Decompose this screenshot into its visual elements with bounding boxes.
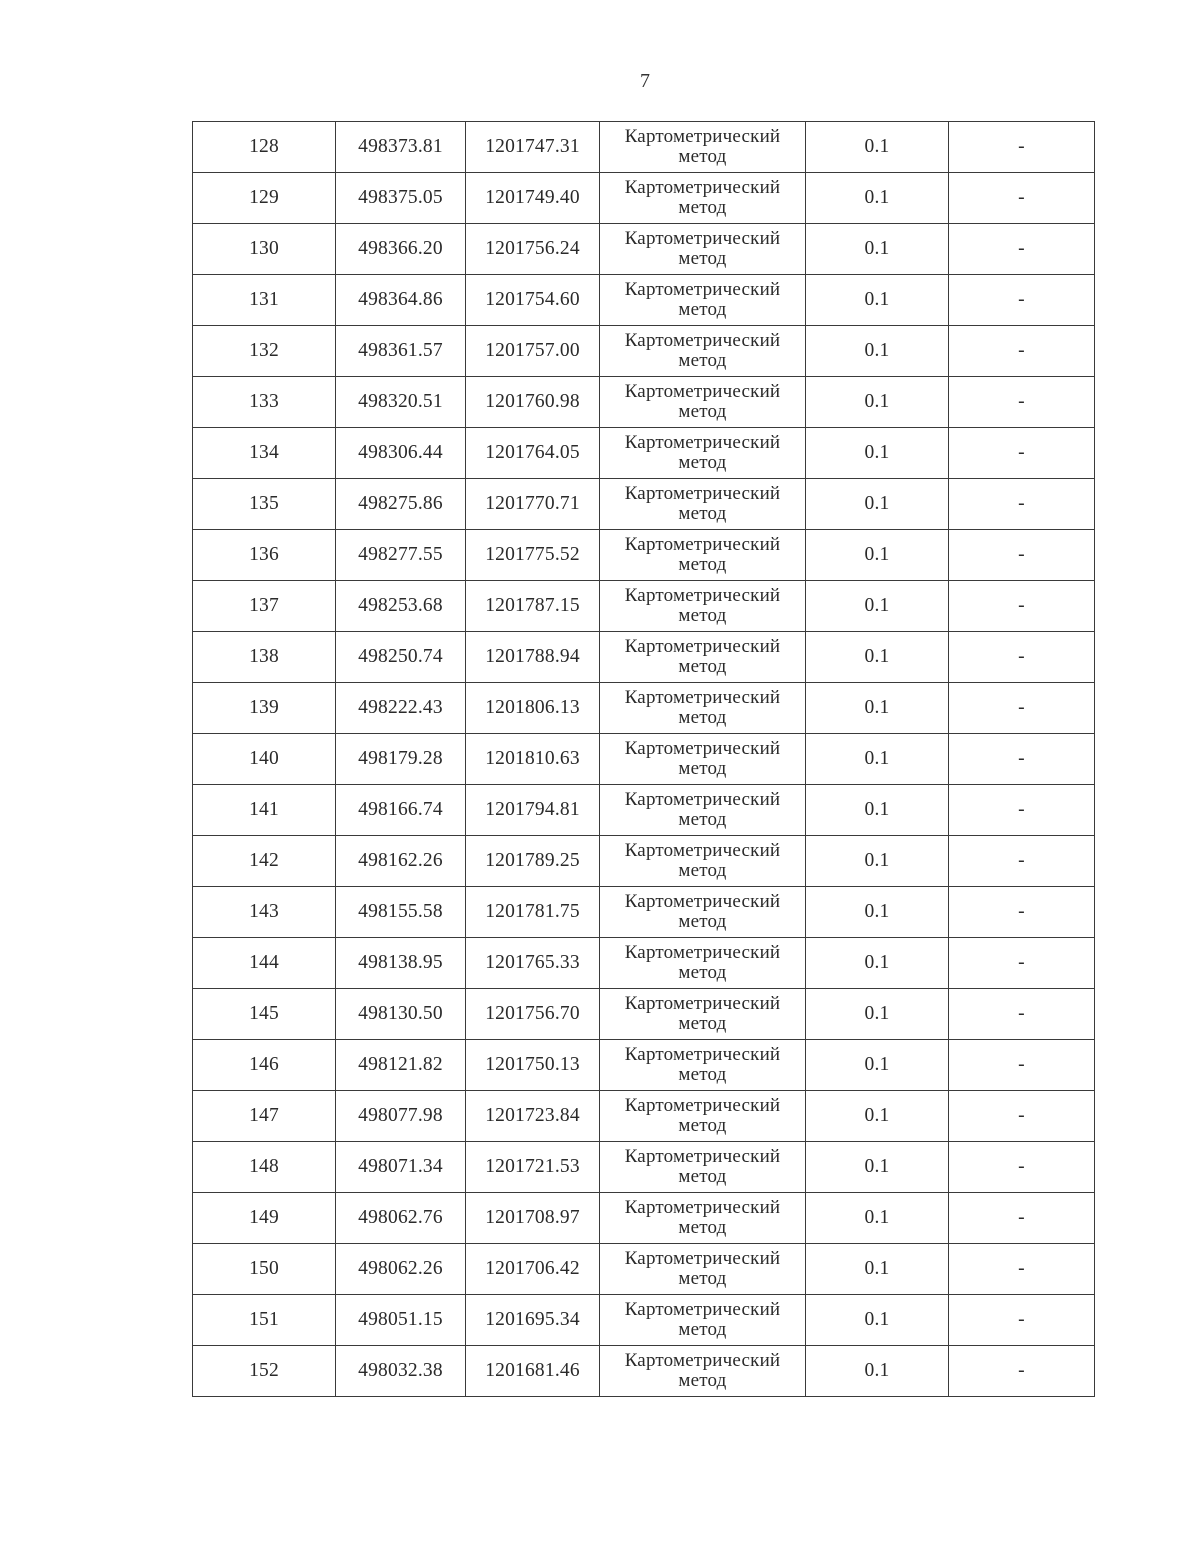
accuracy-cell: 0.1: [806, 632, 949, 683]
method-cell: [600, 938, 806, 989]
method-cell: [600, 428, 806, 479]
point-number-cell: 149: [193, 1193, 336, 1244]
method-cell: [600, 632, 806, 683]
page-number: 7: [640, 70, 650, 92]
accuracy-cell: 0.1: [806, 428, 949, 479]
table-row: [193, 734, 1095, 785]
x-coordinate-cell: 498130.50: [336, 989, 466, 1040]
method-line-2: метод: [678, 554, 727, 575]
point-number-cell: 147: [193, 1091, 336, 1142]
method-cell: [600, 326, 806, 377]
point-number-cell: 150: [193, 1244, 336, 1295]
method-cell: [600, 1346, 806, 1397]
point-number-cell: 133: [193, 377, 336, 428]
method-line-1: Картометрический: [624, 891, 781, 912]
accuracy-cell: 0.1: [806, 938, 949, 989]
note-cell: -: [949, 530, 1095, 581]
method-line-1: Картометрический: [624, 1044, 781, 1065]
x-coordinate-cell: 498222.43: [336, 683, 466, 734]
point-number-cell: 146: [193, 1040, 336, 1091]
method-cell: [600, 122, 806, 173]
y-coordinate-cell: 1201760.98: [466, 377, 600, 428]
y-coordinate-cell: 1201806.13: [466, 683, 600, 734]
note-cell: -: [949, 377, 1095, 428]
y-coordinate-cell: 1201747.31: [466, 122, 600, 173]
x-coordinate-cell: 498077.98: [336, 1091, 466, 1142]
table-row: [193, 836, 1095, 887]
method-line-2: метод: [678, 1013, 727, 1034]
accuracy-cell: 0.1: [806, 734, 949, 785]
method-cell: [600, 581, 806, 632]
coordinates-table: [192, 121, 1095, 1397]
method-line-2: метод: [678, 1370, 727, 1391]
y-coordinate-cell: 1201781.75: [466, 887, 600, 938]
note-cell: -: [949, 734, 1095, 785]
method-cell: [600, 785, 806, 836]
method-cell: [600, 989, 806, 1040]
x-coordinate-cell: 498062.76: [336, 1193, 466, 1244]
x-coordinate-cell: 498277.55: [336, 530, 466, 581]
note-cell: -: [949, 989, 1095, 1040]
accuracy-cell: 0.1: [806, 1244, 949, 1295]
y-coordinate-cell: 1201775.52: [466, 530, 600, 581]
method-line-2: метод: [678, 1166, 727, 1187]
accuracy-cell: 0.1: [806, 989, 949, 1040]
y-coordinate-cell: 1201749.40: [466, 173, 600, 224]
accuracy-cell: 0.1: [806, 479, 949, 530]
table-row: [193, 326, 1095, 377]
accuracy-cell: 0.1: [806, 1091, 949, 1142]
accuracy-cell: 0.1: [806, 275, 949, 326]
x-coordinate-cell: 498306.44: [336, 428, 466, 479]
table-row: [193, 887, 1095, 938]
y-coordinate-cell: 1201723.84: [466, 1091, 600, 1142]
method-line-2: метод: [678, 503, 727, 524]
point-number-cell: 140: [193, 734, 336, 785]
method-line-2: метод: [678, 860, 727, 881]
y-coordinate-cell: 1201757.00: [466, 326, 600, 377]
method-line-1: Картометрический: [624, 126, 781, 147]
point-number-cell: 130: [193, 224, 336, 275]
table-row: [193, 632, 1095, 683]
method-line-1: Картометрический: [624, 687, 781, 708]
accuracy-cell: 0.1: [806, 581, 949, 632]
method-line-2: метод: [678, 452, 727, 473]
table-row: [193, 581, 1095, 632]
method-cell: [600, 224, 806, 275]
method-line-1: Картометрический: [624, 330, 781, 351]
table-row: [193, 428, 1095, 479]
note-cell: -: [949, 632, 1095, 683]
table-row: [193, 377, 1095, 428]
method-line-2: метод: [678, 1064, 727, 1085]
y-coordinate-cell: 1201756.70: [466, 989, 600, 1040]
table-row: [193, 173, 1095, 224]
method-line-2: метод: [678, 656, 727, 677]
point-number-cell: 134: [193, 428, 336, 479]
method-line-2: метод: [678, 758, 727, 779]
method-cell: [600, 1244, 806, 1295]
method-cell: [600, 1142, 806, 1193]
accuracy-cell: 0.1: [806, 683, 949, 734]
method-cell: [600, 1091, 806, 1142]
note-cell: -: [949, 581, 1095, 632]
method-line-2: метод: [678, 146, 727, 167]
y-coordinate-cell: 1201708.97: [466, 1193, 600, 1244]
method-line-2: метод: [678, 1268, 727, 1289]
accuracy-cell: 0.1: [806, 1346, 949, 1397]
method-line-2: метод: [678, 299, 727, 320]
method-line-1: Картометрический: [624, 177, 781, 198]
note-cell: -: [949, 938, 1095, 989]
note-cell: -: [949, 1346, 1095, 1397]
note-cell: -: [949, 683, 1095, 734]
y-coordinate-cell: 1201754.60: [466, 275, 600, 326]
accuracy-cell: 0.1: [806, 887, 949, 938]
accuracy-cell: 0.1: [806, 122, 949, 173]
method-line-1: Картометрический: [624, 993, 781, 1014]
point-number-cell: 141: [193, 785, 336, 836]
table-row: [193, 530, 1095, 581]
method-line-2: метод: [678, 962, 727, 983]
y-coordinate-cell: 1201750.13: [466, 1040, 600, 1091]
x-coordinate-cell: 498138.95: [336, 938, 466, 989]
y-coordinate-cell: 1201695.34: [466, 1295, 600, 1346]
method-line-1: Картометрический: [624, 1350, 781, 1371]
method-line-1: Картометрический: [624, 1146, 781, 1167]
point-number-cell: 135: [193, 479, 336, 530]
accuracy-cell: 0.1: [806, 1040, 949, 1091]
x-coordinate-cell: 498275.86: [336, 479, 466, 530]
accuracy-cell: 0.1: [806, 377, 949, 428]
note-cell: -: [949, 1244, 1095, 1295]
method-cell: [600, 479, 806, 530]
x-coordinate-cell: 498364.86: [336, 275, 466, 326]
method-cell: [600, 734, 806, 785]
method-cell: [600, 1295, 806, 1346]
method-line-1: Картометрический: [624, 381, 781, 402]
y-coordinate-cell: 1201706.42: [466, 1244, 600, 1295]
method-cell: [600, 173, 806, 224]
accuracy-cell: 0.1: [806, 1295, 949, 1346]
point-number-cell: 151: [193, 1295, 336, 1346]
y-coordinate-cell: 1201770.71: [466, 479, 600, 530]
method-line-2: метод: [678, 911, 727, 932]
y-coordinate-cell: 1201788.94: [466, 632, 600, 683]
y-coordinate-cell: 1201810.63: [466, 734, 600, 785]
x-coordinate-cell: 498155.58: [336, 887, 466, 938]
y-coordinate-cell: 1201794.81: [466, 785, 600, 836]
point-number-cell: 152: [193, 1346, 336, 1397]
note-cell: -: [949, 1142, 1095, 1193]
x-coordinate-cell: 498062.26: [336, 1244, 466, 1295]
point-number-cell: 138: [193, 632, 336, 683]
y-coordinate-cell: 1201721.53: [466, 1142, 600, 1193]
coordinates-table-container: [192, 121, 1094, 1397]
method-line-1: Картометрический: [624, 279, 781, 300]
table-row: [193, 938, 1095, 989]
method-line-2: метод: [678, 707, 727, 728]
point-number-cell: 136: [193, 530, 336, 581]
method-line-1: Картометрический: [624, 1197, 781, 1218]
accuracy-cell: 0.1: [806, 1142, 949, 1193]
table-row: [193, 1346, 1095, 1397]
note-cell: -: [949, 1193, 1095, 1244]
method-cell: [600, 1040, 806, 1091]
x-coordinate-cell: 498121.82: [336, 1040, 466, 1091]
x-coordinate-cell: 498320.51: [336, 377, 466, 428]
x-coordinate-cell: 498032.38: [336, 1346, 466, 1397]
method-line-1: Картометрический: [624, 789, 781, 810]
y-coordinate-cell: 1201789.25: [466, 836, 600, 887]
method-cell: [600, 530, 806, 581]
table-row: [193, 683, 1095, 734]
x-coordinate-cell: 498051.15: [336, 1295, 466, 1346]
method-line-1: Картометрический: [624, 738, 781, 759]
method-line-2: метод: [678, 350, 727, 371]
note-cell: -: [949, 1040, 1095, 1091]
accuracy-cell: 0.1: [806, 530, 949, 581]
table-row: [193, 1193, 1095, 1244]
point-number-cell: 131: [193, 275, 336, 326]
table-row: [193, 1142, 1095, 1193]
table-row: [193, 785, 1095, 836]
method-line-1: Картометрический: [624, 1095, 781, 1116]
method-line-1: Картометрический: [624, 483, 781, 504]
x-coordinate-cell: 498071.34: [336, 1142, 466, 1193]
point-number-cell: 129: [193, 173, 336, 224]
note-cell: -: [949, 1091, 1095, 1142]
x-coordinate-cell: 498166.74: [336, 785, 466, 836]
x-coordinate-cell: 498179.28: [336, 734, 466, 785]
method-cell: [600, 377, 806, 428]
table-row: [193, 224, 1095, 275]
method-line-1: Картометрический: [624, 585, 781, 606]
y-coordinate-cell: 1201756.24: [466, 224, 600, 275]
table-row: [193, 122, 1095, 173]
accuracy-cell: 0.1: [806, 1193, 949, 1244]
method-line-1: Картометрический: [624, 432, 781, 453]
note-cell: -: [949, 122, 1095, 173]
method-line-2: метод: [678, 605, 727, 626]
note-cell: -: [949, 785, 1095, 836]
table-row: [193, 1244, 1095, 1295]
method-line-1: Картометрический: [624, 534, 781, 555]
method-line-2: метод: [678, 1115, 727, 1136]
method-line-1: Картометрический: [624, 636, 781, 657]
method-line-1: Картометрический: [624, 942, 781, 963]
table-row: [193, 275, 1095, 326]
method-cell: [600, 887, 806, 938]
x-coordinate-cell: 498373.81: [336, 122, 466, 173]
point-number-cell: 145: [193, 989, 336, 1040]
note-cell: -: [949, 326, 1095, 377]
x-coordinate-cell: 498375.05: [336, 173, 466, 224]
table-row: [193, 479, 1095, 530]
method-line-2: метод: [678, 401, 727, 422]
method-cell: [600, 683, 806, 734]
point-number-cell: 139: [193, 683, 336, 734]
point-number-cell: 143: [193, 887, 336, 938]
method-line-2: метод: [678, 1319, 727, 1340]
point-number-cell: 148: [193, 1142, 336, 1193]
method-line-1: Картометрический: [624, 1299, 781, 1320]
note-cell: -: [949, 1295, 1095, 1346]
accuracy-cell: 0.1: [806, 224, 949, 275]
method-line-2: метод: [678, 197, 727, 218]
method-line-1: Картометрический: [624, 840, 781, 861]
method-line-2: метод: [678, 248, 727, 269]
method-line-1: Картометрический: [624, 228, 781, 249]
y-coordinate-cell: 1201681.46: [466, 1346, 600, 1397]
y-coordinate-cell: 1201764.05: [466, 428, 600, 479]
point-number-cell: 144: [193, 938, 336, 989]
y-coordinate-cell: 1201765.33: [466, 938, 600, 989]
note-cell: -: [949, 428, 1095, 479]
x-coordinate-cell: 498361.57: [336, 326, 466, 377]
note-cell: -: [949, 224, 1095, 275]
method-cell: [600, 1193, 806, 1244]
table-row: [193, 1040, 1095, 1091]
point-number-cell: 137: [193, 581, 336, 632]
note-cell: -: [949, 887, 1095, 938]
accuracy-cell: 0.1: [806, 173, 949, 224]
method-cell: [600, 275, 806, 326]
x-coordinate-cell: 498366.20: [336, 224, 466, 275]
table-row: [193, 989, 1095, 1040]
note-cell: -: [949, 275, 1095, 326]
table-body: [193, 122, 1095, 1397]
method-cell: [600, 836, 806, 887]
method-line-2: метод: [678, 1217, 727, 1238]
y-coordinate-cell: 1201787.15: [466, 581, 600, 632]
x-coordinate-cell: 498253.68: [336, 581, 466, 632]
note-cell: -: [949, 173, 1095, 224]
point-number-cell: 142: [193, 836, 336, 887]
table-row: [193, 1295, 1095, 1346]
note-cell: -: [949, 479, 1095, 530]
note-cell: -: [949, 836, 1095, 887]
method-line-2: метод: [678, 809, 727, 830]
method-line-1: Картометрический: [624, 1248, 781, 1269]
table-row: [193, 1091, 1095, 1142]
accuracy-cell: 0.1: [806, 836, 949, 887]
accuracy-cell: 0.1: [806, 326, 949, 377]
x-coordinate-cell: 498250.74: [336, 632, 466, 683]
point-number-cell: 128: [193, 122, 336, 173]
point-number-cell: 132: [193, 326, 336, 377]
x-coordinate-cell: 498162.26: [336, 836, 466, 887]
accuracy-cell: 0.1: [806, 785, 949, 836]
